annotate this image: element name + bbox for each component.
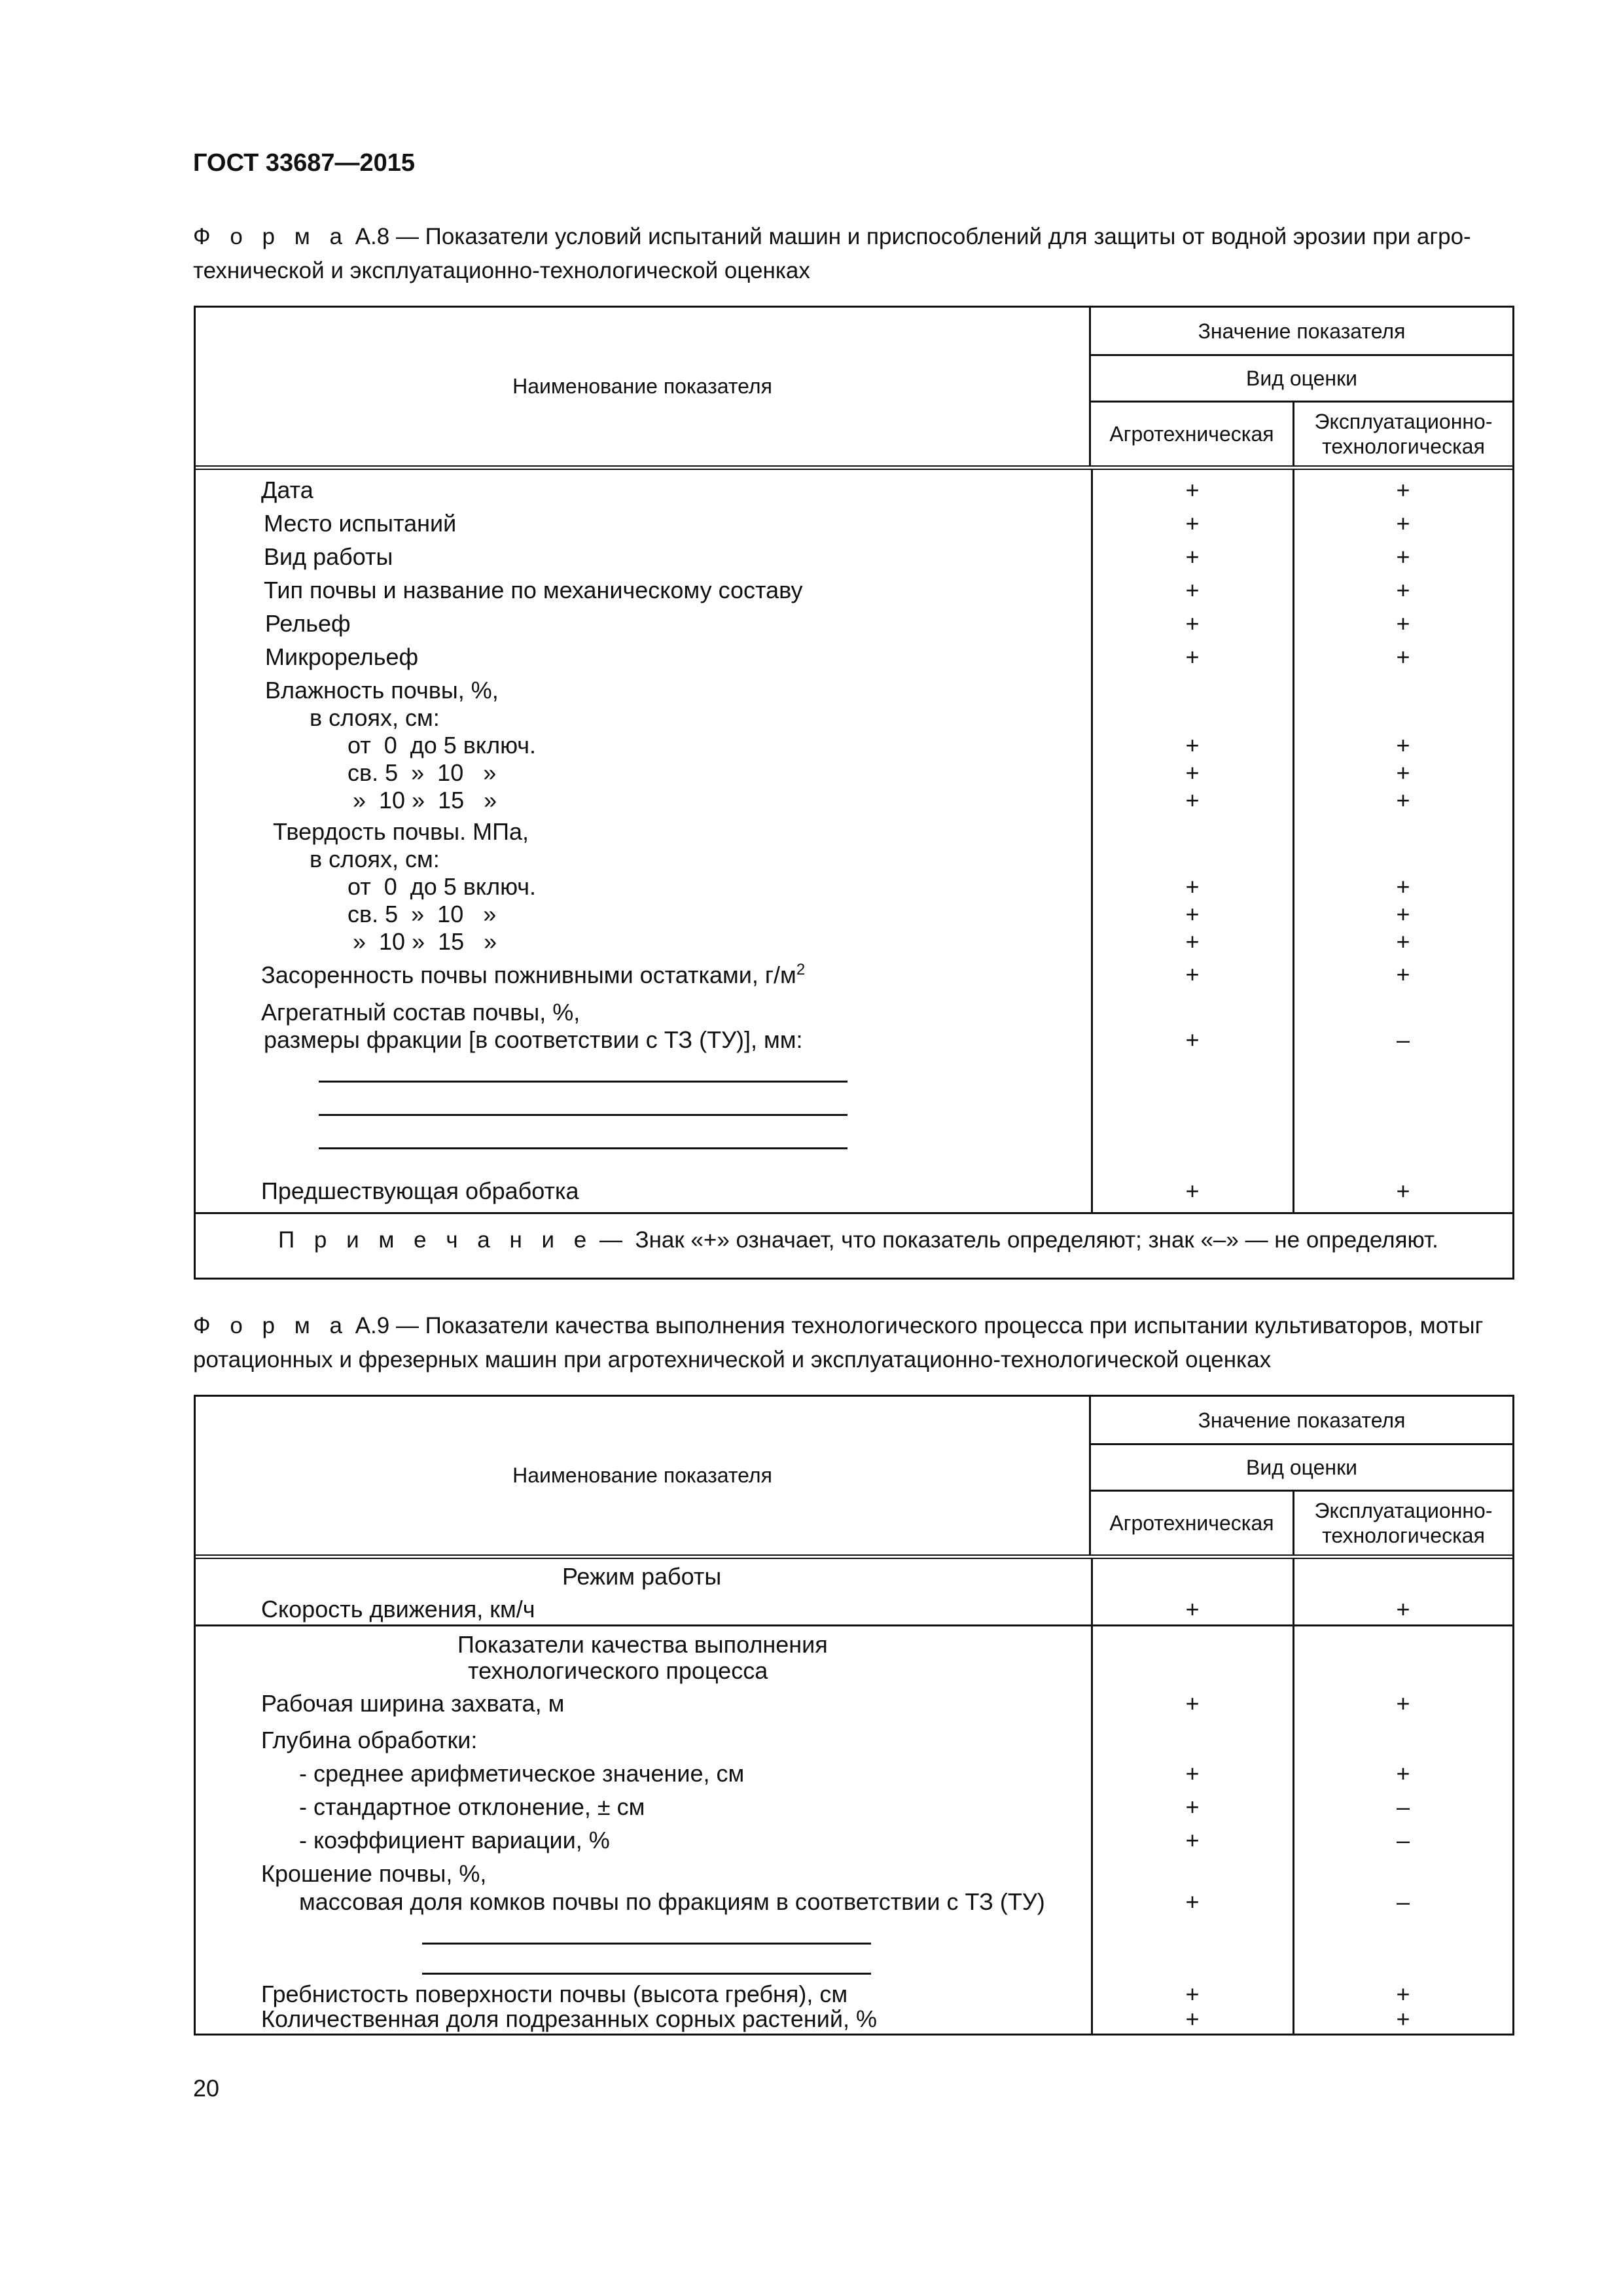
form-a8-col-kind: Вид оценки — [1246, 367, 1357, 390]
form-a9-col-expl — [1294, 1492, 1512, 1554]
form-a8-table — [194, 306, 1514, 1280]
form-a9-caption-prefix: Ф о р м а — [193, 1313, 349, 1338]
form-a9-col-name: Наименование показателя — [196, 1397, 1091, 1554]
page-number: 20 — [193, 2075, 220, 2102]
form-a8-caption-line2: технической и эксплуатационно-технологической оценках — [193, 258, 810, 283]
blank-line — [422, 1973, 871, 1975]
note-prefix: П р и м е ч а н и е — [278, 1227, 594, 1253]
form-a8-note — [196, 1212, 1512, 1280]
form-a9-col-value: Значение показателя — [1198, 1408, 1406, 1432]
form-a8-caption-line1: А.8 — Показатели условий испытаний машин и приспособлений для защиты от водной эрозии при агро- — [348, 224, 1471, 249]
form-a8-col-agro: Агротехническая — [1109, 422, 1274, 446]
form-a8-caption-prefix: Ф о р м а — [193, 224, 349, 249]
blank-line — [319, 1114, 847, 1116]
form-a8-col-expl-line2: технологическая — [1322, 435, 1485, 458]
note-text: — Знак «+» означает, что показатель определяют; знак «–» — не определяют. — [593, 1227, 1438, 1253]
form-a8-col-expl — [1294, 403, 1512, 465]
form-a9-caption — [193, 1309, 1515, 1377]
form-a8-col-value: Значение показателя — [1198, 319, 1406, 343]
form-a9-col-expl-line2: технологическая — [1322, 1524, 1485, 1547]
blank-line — [319, 1147, 847, 1149]
form-a9-col-kind: Вид оценки — [1246, 1456, 1357, 1479]
form-a9-table — [194, 1395, 1514, 2036]
form-a9-body: Режим работы Скорость движения, км/ч + + Показатели качества выполнения технологического процесса Рабочая ширина захвата, м + + Глубина обработки: - среднее арифметическое значение, см + + - стандартное отклонение, ± см + – - коэффициент вариации, % + – Крошение почвы, %, массовая доля комков почвы по фракциям в соответствии с ТЗ (ТУ) + – Гребнистость поверхности почвы (высота гребня), см + + Количественная доля подрезанных сорных растений, % + + — [196, 1559, 1512, 2034]
form-a8-body: Дата + + Место испытаний + + Вид работы + + Тип почвы и название по механическому составу + + Рельеф + + Микрорельеф + + Влажность почвы, %, в слоях, см: от 0 до 5 включ. + + св. 5 » 10 » + + » 10 » 15 » + + Твердость почвы. МПа, в слоях, см: от 0 до 5 включ. + + св. 5 » 10 » + + » 10 » 15 » + + Засоренность почвы пожнивными остатками, $г/м^2$ + + Агрегатный состав почвы, %, размеры фракции [в соответствии с ТЗ (ТУ)], мм: + – Предшествующая обработка + + — [196, 470, 1512, 1212]
form-a8-col-expl-line1: Эксплуатационно- — [1314, 410, 1493, 433]
document-header: ГОСТ 33687—2015 — [193, 149, 416, 177]
blank-line — [422, 1943, 871, 1945]
blank-line — [319, 1081, 847, 1083]
form-a8-header — [196, 308, 1512, 470]
form-a9-col-expl-line1: Эксплуатационно- — [1314, 1499, 1493, 1522]
form-a9-col-agro: Агротехническая — [1109, 1511, 1274, 1535]
form-a8-caption — [193, 220, 1515, 288]
form-a9-caption-line1: А.9 — Показатели качества выполнения технологического процесса при испытании культиваторов, мотыг — [348, 1313, 1484, 1338]
form-a9-caption-line2: ротационных и фрезерных машин при агротехнической и эксплуатационно-технологической оценках — [193, 1347, 1272, 1372]
form-a9-header — [196, 1397, 1512, 1559]
form-a8-col-name: Наименование показателя — [196, 308, 1091, 465]
